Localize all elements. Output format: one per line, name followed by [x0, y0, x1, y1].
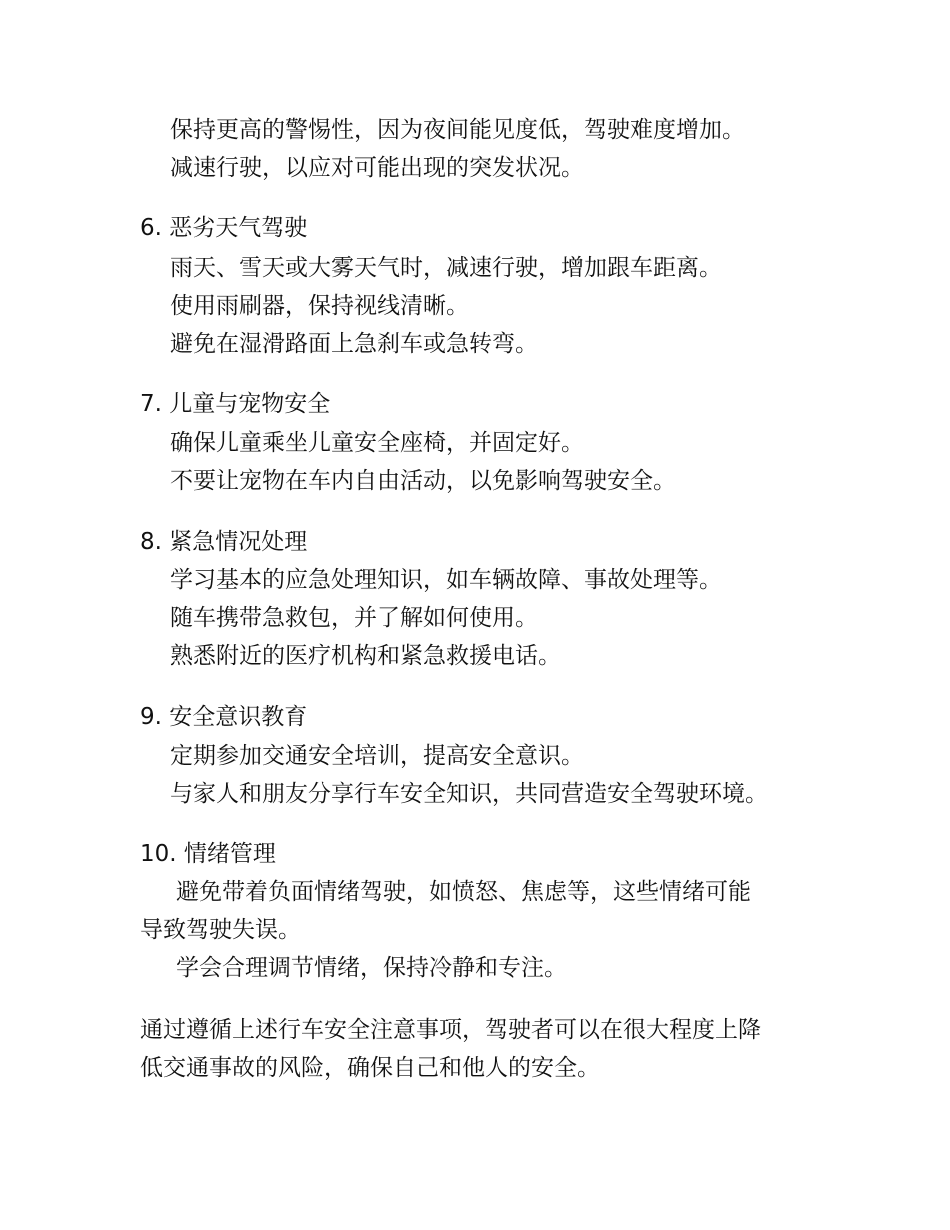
- section-9-line-1: 定期参加交通安全培训，提高安全意识。: [170, 743, 584, 769]
- intro-line-2: 减速行驶，以应对可能出现的突发状况。: [170, 155, 584, 181]
- section-7-heading: 7. 儿童与宠物安全: [140, 391, 331, 417]
- section-8-line-2: 随车携带急救包，并了解如何使用。: [170, 605, 538, 631]
- section-6-line-1: 雨天、雪天或大雾天气时，减速行驶，增加跟车距离。: [170, 255, 722, 281]
- conclusion-line-2: 低交通事故的风险，确保自己和他人的安全。: [140, 1055, 600, 1081]
- section-8-line-3: 熟悉附近的医疗机构和紧急救援电话。: [170, 643, 561, 669]
- section-6-line-2: 使用雨刷器，保持视线清晰。: [170, 293, 469, 319]
- section-7-line-1: 确保儿童乘坐儿童安全座椅，并固定好。: [170, 430, 584, 456]
- section-9-heading: 9. 安全意识教育: [140, 704, 308, 730]
- section-6-heading: 6. 恶劣天气驾驶: [140, 215, 308, 241]
- section-8-heading: 8. 紧急情况处理: [140, 529, 308, 555]
- section-7-line-2: 不要让宠物在车内自由活动，以免影响驾驶安全。: [170, 468, 676, 494]
- section-10-heading: 10. 情绪管理: [140, 841, 276, 867]
- section-10-line-1: 避免带着负面情绪驾驶，如愤怒、焦虑等，这些情绪可能: [176, 879, 751, 905]
- section-9-line-2: 与家人和朋友分享行车安全知识，共同营造安全驾驶环境。: [170, 781, 768, 807]
- section-8-line-1: 学习基本的应急处理知识，如车辆故障、事故处理等。: [170, 567, 722, 593]
- conclusion-line-1: 通过遵循上述行车安全注意事项，驾驶者可以在很大程度上降: [140, 1017, 761, 1043]
- intro-line-1: 保持更高的警惕性，因为夜间能见度低，驾驶难度增加。: [170, 117, 745, 143]
- section-10-line-3: 学会合理调节情绪，保持冷静和专注。: [176, 955, 567, 981]
- section-6-line-3: 避免在湿滑路面上急刹车或急转弯。: [170, 331, 538, 357]
- section-10-line-2: 导致驾驶失误。: [140, 917, 301, 943]
